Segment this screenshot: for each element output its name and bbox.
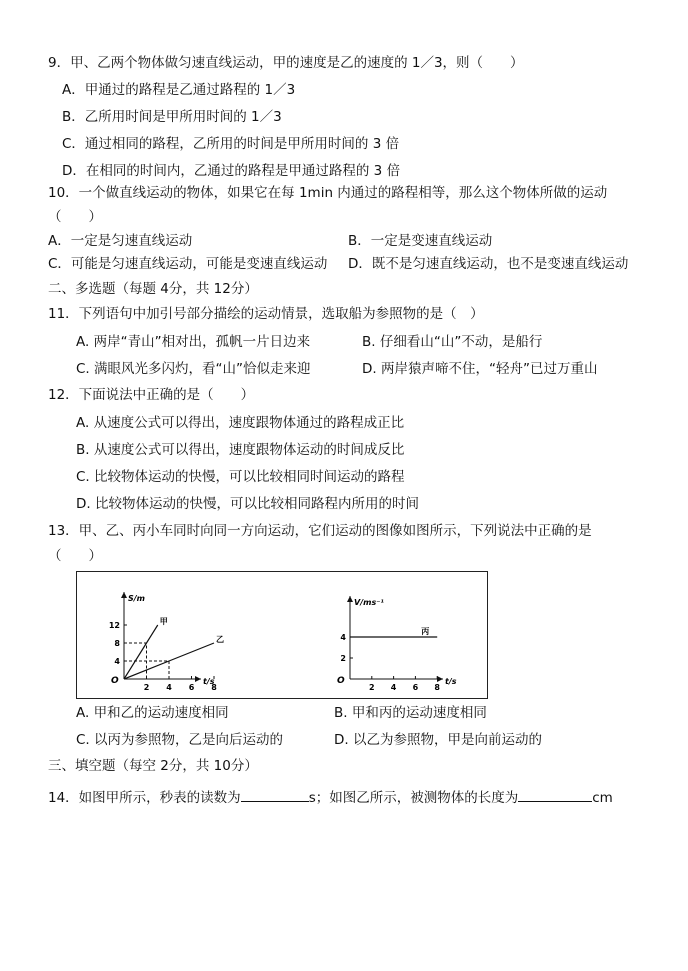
- q10-option-c: C．可能是匀速直线运动，可能是变速直线运动: [48, 256, 328, 272]
- q12-option-c: C. 比较物体运动的快慢，可以比较相同时间运动的路程: [76, 469, 405, 485]
- q12-option-d: D. 比较物体运动的快慢，可以比较相同路程内所用的时间: [76, 496, 419, 512]
- q14-blank-2[interactable]: [518, 787, 592, 802]
- left-y-tick-label: 8: [114, 639, 120, 648]
- left-x-tick-label: 8: [211, 683, 217, 692]
- right-y-tick-label: 2: [340, 654, 346, 663]
- q10-option-a: A．一定是匀速直线运动: [48, 233, 193, 249]
- left-x-tick-label: 6: [188, 683, 195, 692]
- right-x-tick-label: 2: [369, 683, 375, 692]
- q12-option-b: B. 从速度公式可以得出，速度跟物体运动的时间成反比: [76, 442, 405, 458]
- q14-part2: s；如图乙所示，被测物体的长度为: [308, 790, 519, 806]
- left-x-tick-label: 4: [166, 683, 172, 692]
- q11-option-d: D. 两岸猿声啼不住，“轻舟”已过万重山: [362, 361, 598, 377]
- q13-stem-cont: （ ）: [48, 548, 102, 564]
- right-origin: O: [337, 676, 345, 686]
- q10-option-d: D．既不是匀速直线运动，也不是变速直线运动: [348, 256, 629, 272]
- q13-option-b: B. 甲和丙的运动速度相同: [334, 705, 487, 721]
- q10-stem: 10．一个做直线运动的物体，如果它在每 1min 内通过的路程相等，那么这个物体所做的运动: [48, 185, 608, 201]
- q13-graphs: [77, 572, 487, 698]
- q11-option-a: A. 两岸“青山”相对出，孤帆一片日边来: [76, 334, 311, 350]
- q14-part3: cm: [592, 790, 613, 806]
- right-x-arrow: [437, 676, 443, 682]
- right-x-tick-label: 6: [412, 683, 419, 692]
- q12-option-a: A. 从速度公式可以得出，速度跟物体通过的路程成正比: [76, 415, 405, 431]
- q10-stem-cont: （ ）: [48, 209, 102, 225]
- right-x-tick-label: 8: [434, 683, 440, 692]
- q10-option-b: B．一定是变速直线运动: [348, 233, 493, 249]
- section-3-heading: 三、填空题（每空 2分，共 10分）: [48, 758, 258, 774]
- left-y-arrow: [121, 592, 127, 598]
- q9-option-a: A．甲通过的路程是乙通过路程的 1／3: [62, 82, 296, 98]
- q9-option-d: D．在相同的时间内，乙通过的路程是甲通过路程的 3 倍: [62, 163, 401, 179]
- section-2-heading: 二、多选题（每题 4分，共 12分）: [48, 281, 258, 297]
- q9-stem: 9．甲、乙两个物体做匀速直线运动，甲的速度是乙的速度的 1／3，则（ ）: [48, 55, 524, 71]
- q11-stem: 11．下列语句中加引号部分描绘的运动情景，选取船为参照物的是（ ）: [48, 306, 484, 322]
- right-series-label: 丙: [421, 627, 430, 636]
- right-x-label: t/s: [445, 677, 457, 686]
- q14-part1: 14．如图甲所示，秒表的读数为: [48, 790, 241, 806]
- q9-option-c: C．通过相同的路程，乙所用的时间是甲所用时间的 3 倍: [62, 136, 400, 152]
- right-y-label: V/ms⁻¹: [354, 598, 384, 607]
- left-series-label: 甲: [159, 617, 168, 626]
- right-x-tick-label: 4: [390, 683, 397, 692]
- left-y-label: S/m: [128, 594, 146, 603]
- left-x-tick-label: 2: [143, 683, 150, 692]
- left-x-arrow: [195, 676, 201, 682]
- q11-option-b: B. 仔细看山“山”不动，是船行: [362, 334, 543, 350]
- q14-blank-1[interactable]: [241, 787, 309, 802]
- left-origin: O: [111, 676, 119, 686]
- q13-stem: 13．甲、乙、丙小车同时向同一方向运动，它们运动的图像如图所示，下列说法中正确的是: [48, 523, 592, 539]
- left-y-tick-label: 12: [108, 621, 120, 630]
- right-y-arrow: [347, 596, 353, 602]
- left-series-label: 乙: [216, 635, 224, 644]
- q13-option-d: D. 以乙为参照物，甲是向前运动的: [334, 732, 542, 748]
- q13-figure: [76, 571, 488, 699]
- q11-option-c: C. 满眼风光多闪灼，看“山”恰似走来迎: [76, 361, 311, 377]
- q13-option-a: A. 甲和乙的运动速度相同: [76, 705, 229, 721]
- q13-option-c: C. 以丙为参照物，乙是向后运动的: [76, 732, 284, 748]
- q14-line: [48, 787, 613, 807]
- q9-option-b: B．乙所用时间是甲所用时间的 1／3: [62, 109, 282, 125]
- right-y-tick-label: 4: [340, 633, 346, 642]
- q12-stem: 12．下面说法中正确的是（ ）: [48, 387, 255, 403]
- left-y-tick-label: 4: [114, 657, 120, 666]
- left-series-甲: [124, 625, 158, 679]
- left-x-label: t/s: [203, 677, 215, 686]
